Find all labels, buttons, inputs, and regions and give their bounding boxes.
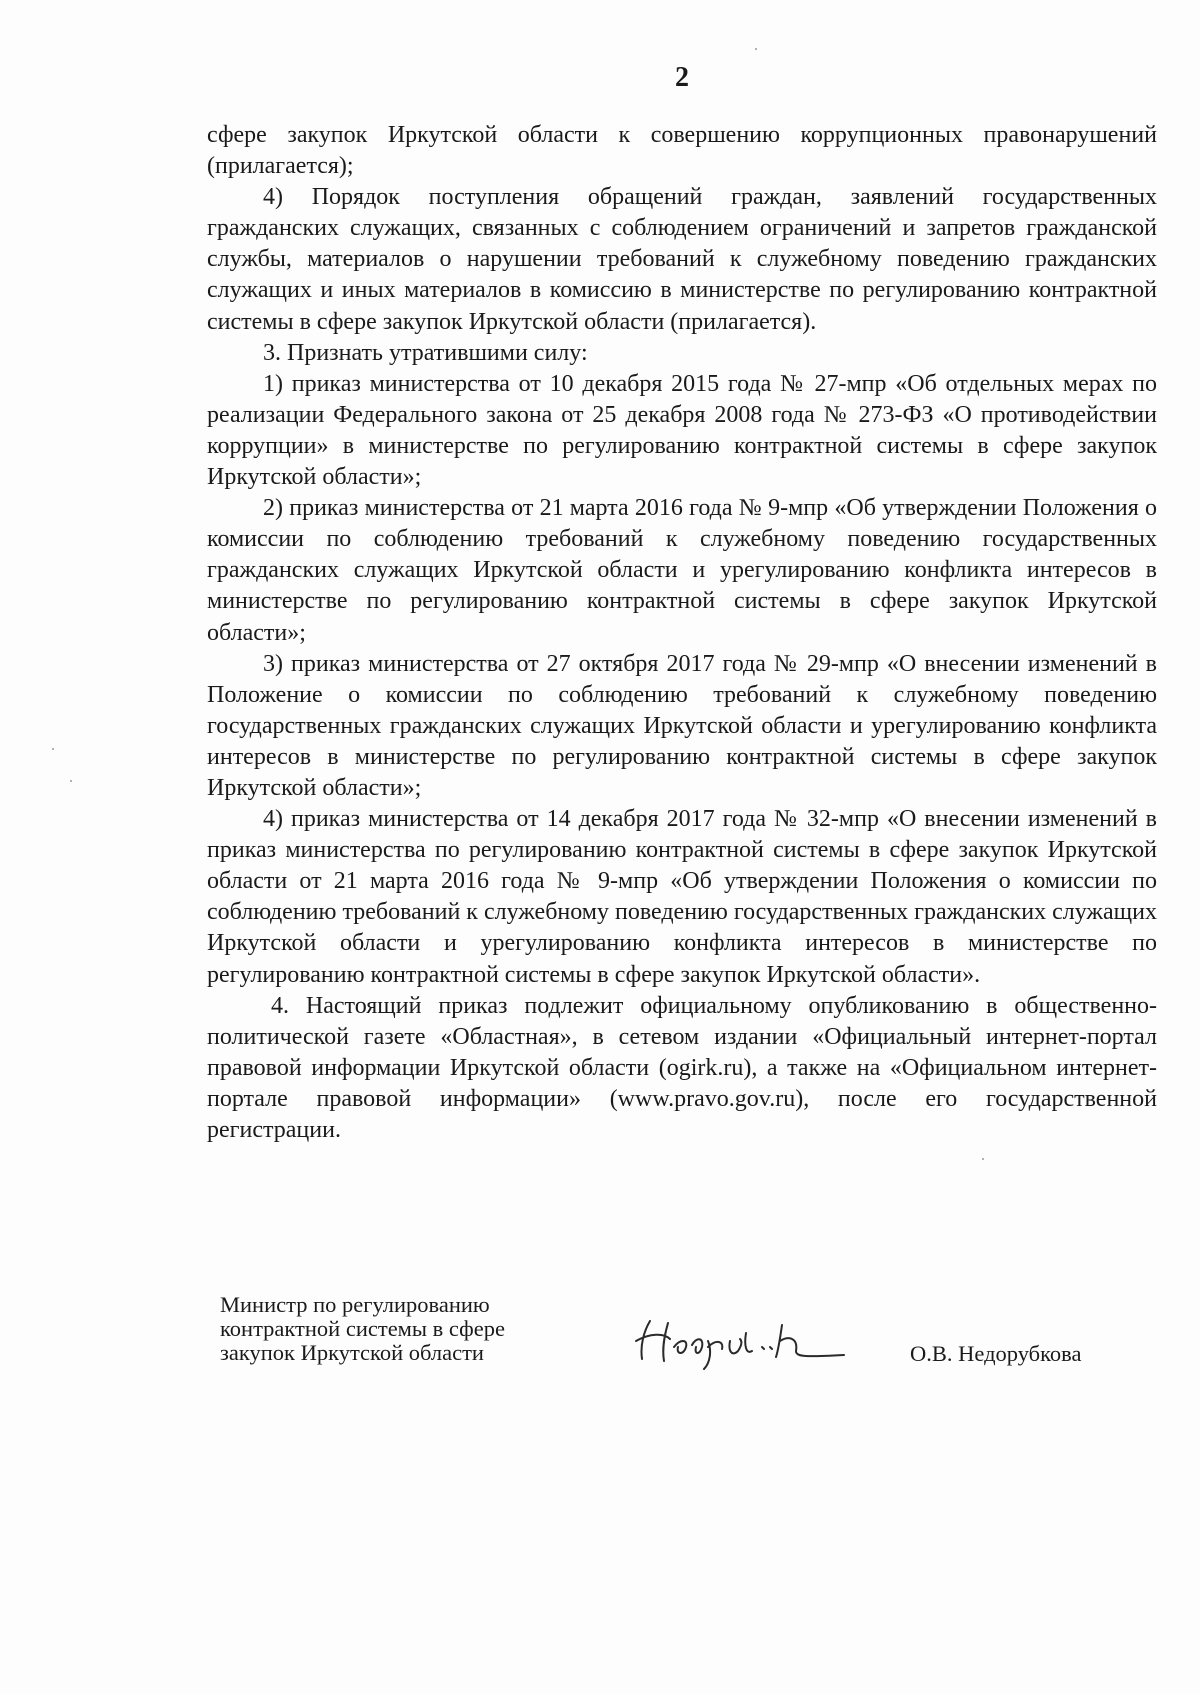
paragraph-repealed-order-2: 2) приказ министерства от 21 марта 2016 года № 9-мпр «Об утверждении Положения о комиссии по соблюдению требований к служебному поведению государственных гражданских служащих Иркутской области и урегулированию конфликта интересов в министерстве по регулированию контрактной системы в сфере закупок Иркутской области»;	[207, 495, 1157, 646]
scan-speck	[52, 748, 54, 750]
signer-position-line: Министр по регулированию	[220, 1292, 490, 1317]
scan-speck	[755, 48, 757, 50]
paragraph-point-3-heading: 3. Признать утратившими силу:	[263, 339, 588, 366]
document-body	[207, 120, 1157, 1146]
paragraph-point-4-publication: 4. Настоящий приказ подлежит официальному опубликованию в общественно-политической газете «Областная», в сетевом издании «Официальный интернет-портал правовой информации Иркутской области (ogirk.ru), а также на «Официальном интернет-портале правовой информации» (www.pravo.gov.ru), после его государственной регистрации.	[207, 992, 1157, 1143]
paragraph-repealed-order-4: 4) приказ министерства от 14 декабря 2017 года № 32-мпр «О внесении изменений в приказ министерства по регулированию контрактной системы в сфере закупок Иркутской области от 21 марта 2016 года № 9-мпр «Об утверждении Положения о комиссии по соблюдению требований к служебному поведению государственных гражданских служащих Иркутской области и урегулированию конфликта интересов в министерстве по регулированию контрактной системы в сфере закупок Иркутской области».	[207, 806, 1157, 988]
paragraph-continuation: сфере закупок Иркутской области к совершению коррупционных правонарушений (прилагается);	[207, 122, 1157, 180]
signer-name: О.В. Недорубкова	[910, 1341, 1082, 1366]
paragraph-item-4-procedure: 4) Порядок поступления обращений граждан, заявлений государственных гражданских служащих, связанных с соблюдением ограничений и запретов гражданской службы, материалов о нарушении требований к служебному поведению гражданских служащих и иных материалов в комиссию в министерстве по регулированию контрактной системы в сфере закупок Иркутской области (прилагается).	[207, 184, 1157, 335]
page-number: 2	[675, 62, 689, 93]
signer-position-line: контрактной системы в сфере	[220, 1316, 505, 1341]
scan-speck	[70, 780, 72, 782]
paragraph-repealed-order-1: 1) приказ министерства от 10 декабря 2015 года № 27-мпр «Об отдельных мерах по реализации Федерального закона от 25 декабря 2008 года № 273-ФЗ «О противодействии коррупции» в министерстве по регулированию контрактной системы в сфере закупок Иркутской области»;	[207, 370, 1157, 491]
handwritten-signature	[630, 1311, 850, 1371]
signer-position	[220, 1293, 600, 1365]
scan-speck	[982, 1158, 984, 1160]
paragraph-repealed-order-3: 3) приказ министерства от 27 октября 2017 года № 29-мпр «О внесении изменений в Положение о комиссии по соблюдению требований к служебному поведению государственных гражданских служащих Иркутской области и урегулированию конфликта интересов в министерстве по регулированию контрактной системы в сфере закупок Иркутской области»;	[207, 650, 1157, 801]
signer-position-line: закупок Иркутской области	[220, 1340, 484, 1365]
signature-block	[220, 1293, 1150, 1383]
